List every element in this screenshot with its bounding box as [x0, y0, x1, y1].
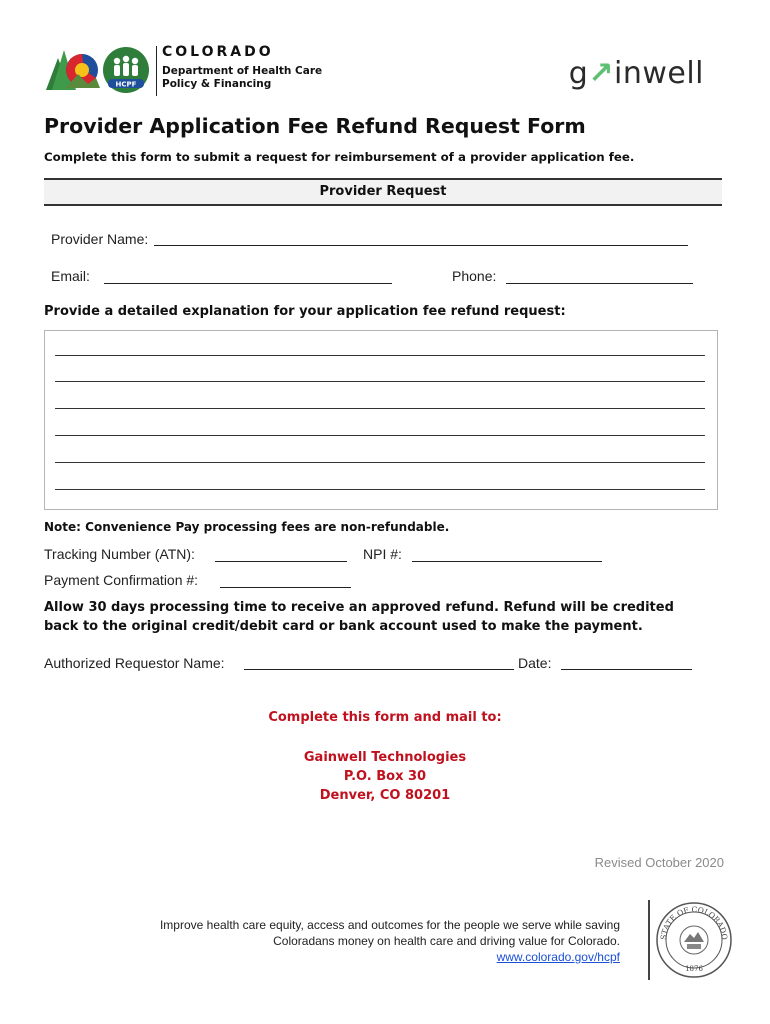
email-label: Email: [51, 268, 90, 284]
phone-label: Phone: [452, 268, 497, 284]
tracking-number-label: Tracking Number (ATN): [44, 546, 195, 562]
department-name [162, 65, 322, 91]
npi-field[interactable] [412, 561, 602, 562]
processing-notice-line-1: Allow 30 days processing time to receive an approved refund. Refund will be credited [44, 600, 674, 615]
page-header [44, 44, 704, 100]
mail-company: Gainwell Technologies [303, 750, 467, 765]
email-field[interactable] [104, 283, 392, 284]
logo-divider [156, 46, 157, 96]
state-name: COLORADO [162, 44, 274, 60]
date-field[interactable] [561, 669, 692, 670]
section-title: Provider Request [319, 184, 447, 199]
explanation-line [55, 408, 705, 409]
hcpf-badge-text: HCPF [115, 80, 137, 89]
tracking-number-field[interactable] [215, 561, 347, 562]
npi-label: NPI #: [363, 546, 402, 562]
footer-line-1: Improve health care equity, access and outcomes for the people we serve while saving [159, 918, 620, 932]
provider-name-field[interactable] [154, 245, 688, 246]
page-subtitle: Complete this form to submit a request for reimbursement of a provider application fee. [44, 150, 635, 164]
payment-confirmation-field[interactable] [220, 587, 351, 588]
mail-heading: Complete this form and mail to: [268, 710, 502, 725]
colorado-flag-logo-icon [44, 44, 102, 94]
footer-divider [648, 900, 650, 980]
hcpf-website-link[interactable]: www.colorado.gov/hcpf [496, 950, 620, 964]
gainwell-brand-pre: g [568, 56, 589, 91]
payment-confirmation-label: Payment Confirmation #: [44, 572, 199, 588]
department-line-2: Policy & Financing [162, 78, 272, 90]
mail-po-box: P.O. Box 30 [343, 769, 427, 784]
gainwell-logo [569, 56, 704, 91]
processing-notice [44, 598, 724, 636]
seal-top-text: STATE OF COLORADO [658, 904, 730, 941]
footer-line-2: Coloradans money on health care and driving value for Colorado. [273, 934, 620, 948]
explanation-line [55, 381, 705, 382]
phone-field[interactable] [506, 283, 693, 284]
convenience-pay-note: Note: Convenience Pay processing fees are non-refundable. [44, 520, 450, 534]
department-line-1: Department of Health Care [162, 65, 323, 77]
date-label: Date: [518, 655, 552, 671]
explanation-textarea[interactable] [44, 330, 718, 510]
hcpf-family-logo-icon [102, 46, 150, 94]
explanation-line [55, 355, 705, 356]
state-seal-icon [654, 900, 734, 980]
explanation-line [55, 462, 705, 463]
explanation-line [55, 489, 705, 490]
seal-year: 1876 [685, 965, 703, 973]
revision-date: Revised October 2020 [594, 855, 724, 870]
page-title: Provider Application Fee Refund Request Form [44, 114, 586, 138]
mailing-address [0, 748, 770, 805]
gainwell-brand-post: inwell [613, 56, 704, 91]
requestor-name-field[interactable] [244, 669, 514, 670]
footer-mission [110, 917, 620, 965]
provider-name-label: Provider Name: [51, 231, 149, 247]
mail-city: Denver, CO 80201 [319, 788, 451, 803]
explanation-prompt: Provide a detailed explanation for your application fee refund request: [44, 304, 566, 319]
gainwell-arrow-icon: ↗ [588, 56, 614, 91]
requestor-name-label: Authorized Requestor Name: [44, 655, 225, 671]
explanation-line [55, 435, 705, 436]
processing-notice-line-2: back to the original credit/debit card or bank account used to make the payment. [44, 619, 643, 634]
section-header [44, 178, 722, 206]
